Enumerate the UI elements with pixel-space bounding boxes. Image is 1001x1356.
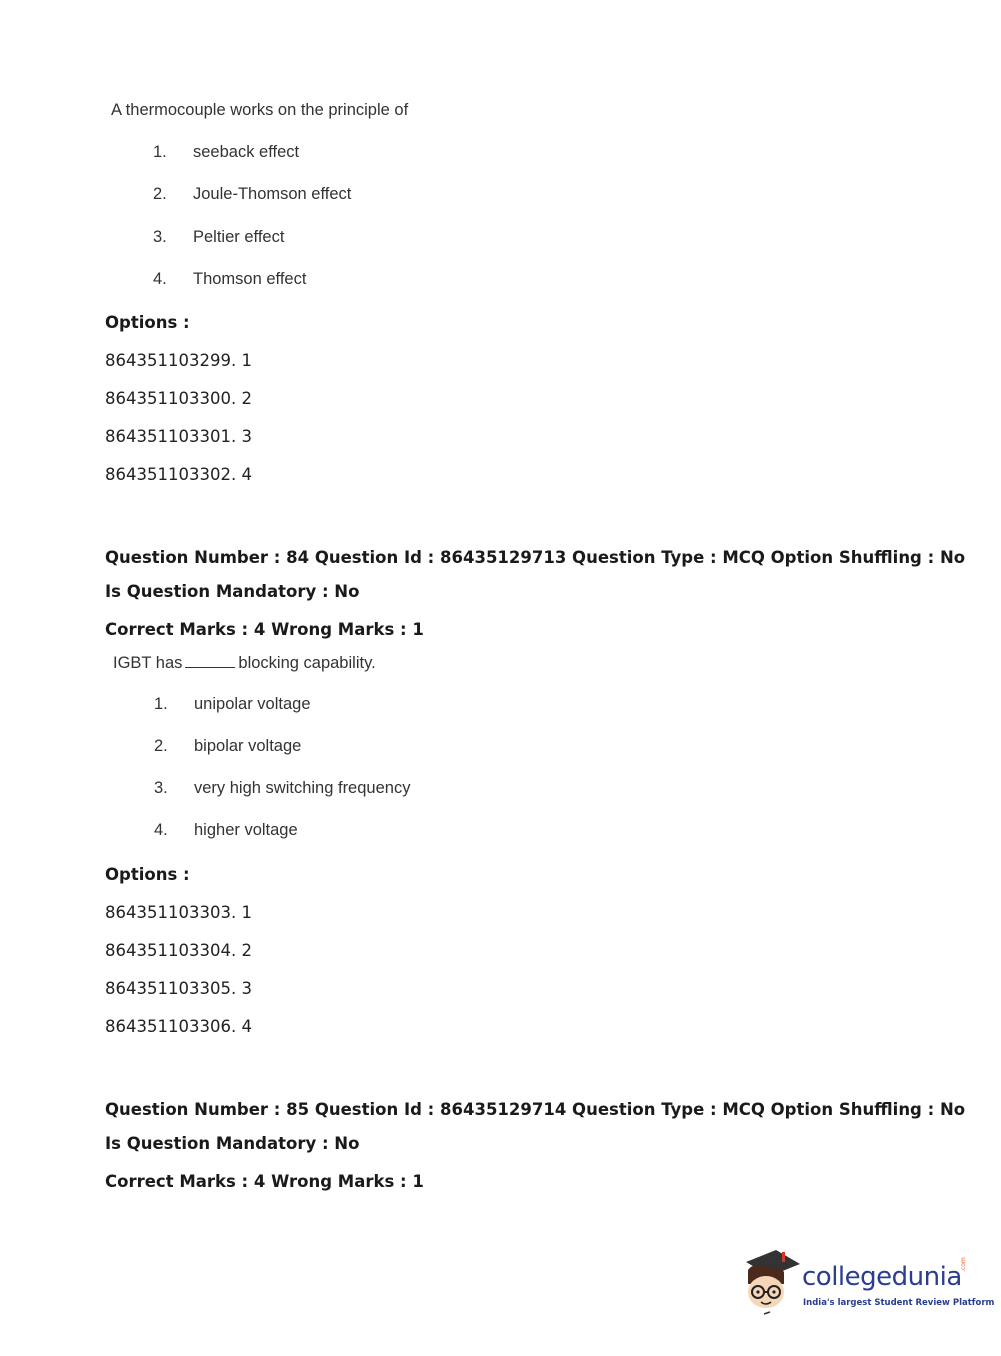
option-id: 864351103306. 4	[105, 1017, 252, 1036]
option-id: 864351103303. 1	[105, 903, 252, 922]
answer-choice	[154, 695, 554, 715]
answer-choice	[153, 228, 553, 248]
option-id: 864351103300. 2	[105, 389, 252, 408]
question-header: Question Number : 84 Question Id : 86435129713 Question Type : MCQ Option Shuffling : No	[105, 548, 966, 567]
answer-choice	[154, 737, 554, 757]
question-marks: Correct Marks : 4 Wrong Marks : 1	[105, 620, 424, 639]
options-label: Options :	[105, 313, 190, 332]
question-text-end: blocking capability.	[238, 654, 376, 672]
question-mandatory: Is Question Mandatory : No	[105, 582, 360, 601]
choice-text: seeback effect	[193, 143, 300, 161]
choice-text: unipolar voltage	[194, 695, 311, 713]
answer-choice	[153, 185, 553, 205]
choice-text: very high switching frequency	[194, 779, 411, 797]
option-id: 864351103299. 1	[105, 351, 252, 370]
options-label: Options :	[105, 865, 190, 884]
fill-in-blank	[185, 653, 235, 668]
answer-choice	[154, 821, 554, 841]
choice-number: 1.	[153, 143, 167, 161]
choice-number: 4.	[153, 270, 167, 288]
logo-tagline: India's largest Student Review Platform	[803, 1298, 995, 1308]
choice-number: 3.	[153, 228, 167, 246]
option-id: 864351103302. 4	[105, 465, 252, 484]
choice-number: 1.	[154, 695, 168, 713]
question-text: A thermocouple works on the principle of	[111, 101, 409, 119]
question-text-start: IGBT has	[113, 654, 183, 672]
choice-number: 3.	[154, 779, 168, 797]
mascot-icon	[740, 1248, 802, 1318]
logo-domain: .com	[960, 1257, 967, 1272]
choice-text: bipolar voltage	[194, 737, 302, 755]
answer-choice	[153, 270, 553, 290]
option-id: 864351103301. 3	[105, 427, 252, 446]
option-id: 864351103304. 2	[105, 941, 252, 960]
choice-number: 2.	[154, 737, 168, 755]
choice-number: 2.	[153, 185, 167, 203]
option-id: 864351103305. 3	[105, 979, 252, 998]
choice-text: higher voltage	[194, 821, 298, 839]
answer-choice	[154, 779, 554, 799]
logo-wordmark: collegedunia	[802, 1262, 962, 1292]
question-marks: Correct Marks : 4 Wrong Marks : 1	[105, 1172, 424, 1191]
choice-text: Joule-Thomson effect	[193, 185, 352, 203]
choice-text: Thomson effect	[193, 270, 307, 288]
choice-number: 4.	[154, 821, 168, 839]
question-mandatory: Is Question Mandatory : No	[105, 1134, 360, 1153]
answer-choice	[153, 143, 553, 163]
collegedunia-logo	[740, 1248, 995, 1320]
question-text	[113, 653, 376, 673]
question-header: Question Number : 85 Question Id : 86435129714 Question Type : MCQ Option Shuffling : No	[105, 1100, 966, 1119]
choice-text: Peltier effect	[193, 228, 285, 246]
